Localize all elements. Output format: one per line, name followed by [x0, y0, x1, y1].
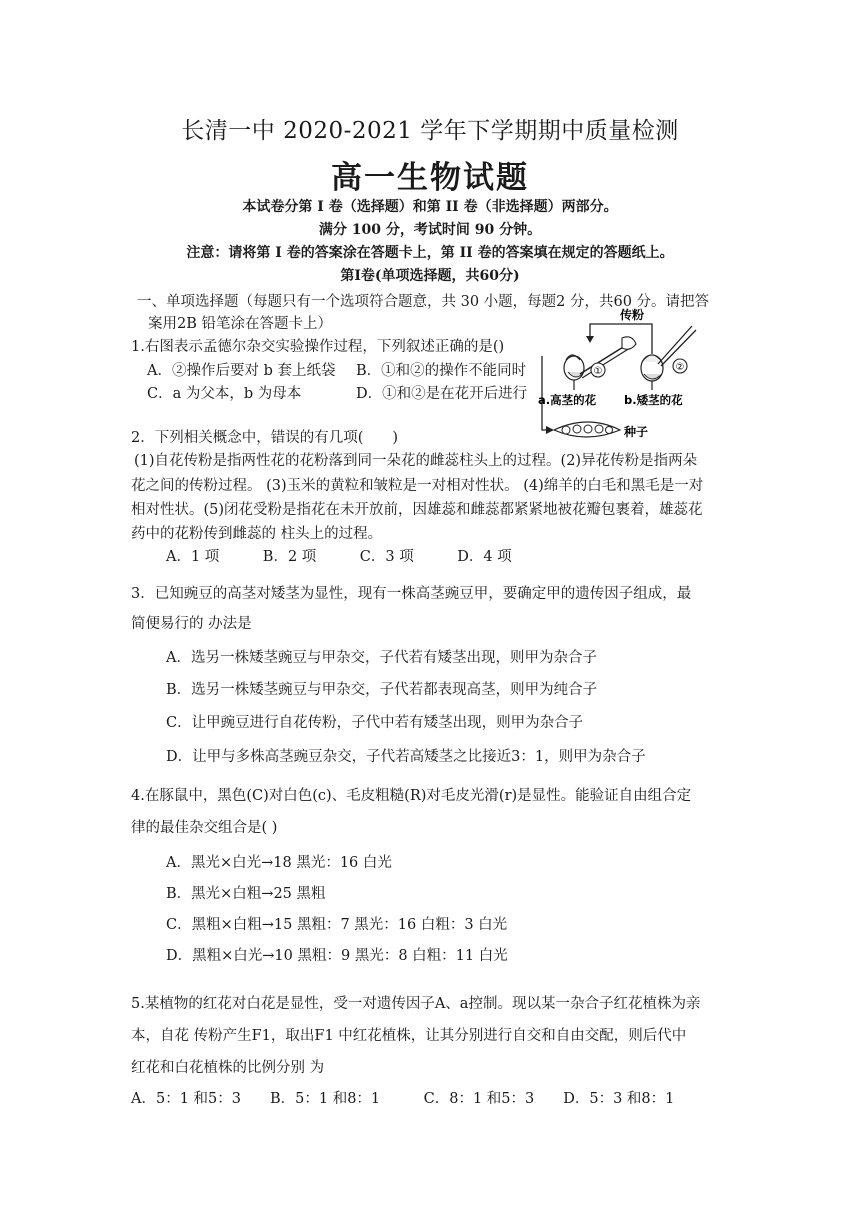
q4-option-b: B．黑光×白粗→25 黑粗 — [166, 886, 326, 902]
q2-options: A．1 项 B．2 项 C．3 项 D．4 项 — [166, 549, 512, 565]
pollination-arrow — [590, 324, 652, 354]
q1-option-c: C．a 为父本，b 为母本 — [147, 386, 302, 402]
marker-2: ② — [675, 362, 685, 373]
q2-body-line2: 花之间的传粉过程。 (3)玉米的黄粒和皱粒是一对相对性状。 (4)绵羊的白毛和黑毛是一对 — [131, 478, 704, 494]
arrow-head — [586, 336, 594, 343]
note-line-2: 满分 100 分，考试时间 90 分钟。 — [318, 222, 542, 238]
q1-stem: 1.右图表示孟德尔杂交实验操作过程，下列叙述正确的是() — [131, 339, 505, 355]
q4-option-c: C．黑粗×白粗→15 黑粗：7 黑光：16 白粗：3 白光 — [166, 917, 508, 933]
label-pollination: 传粉 — [620, 308, 645, 322]
short-flower-b — [641, 326, 696, 390]
q1-option-d: D．①和②是在花开后进行 — [356, 386, 528, 402]
q4-option-d: D．黑粗×白光→10 黑粗：9 黑光：8 白粗：11 白光 — [166, 948, 508, 964]
q3-option-b: B．选另一株矮茎豌豆与甲杂交，子代若都表现高茎，则甲为纯合子 — [166, 682, 598, 698]
q5-stem-line3: 红花和白花植株的比例分别 为 — [131, 1060, 325, 1076]
pollination-figure — [532, 308, 738, 448]
q2-body-line3: 相对性状。(5)闭花受粉是指花在未开放前，因雄蕊和雌蕊都紧紧地被花瓣包裹着，雄蕊花 — [131, 502, 703, 518]
exam-title: 长清一中 2020-2021 学年下学期期中质量检测 — [181, 118, 679, 144]
q5-stem-line2: 本，自花 传粉产生F1，取出F1 中红花植株，让其分别进行自交和自由交配，则后代中 — [131, 1028, 687, 1044]
section-heading: 第Ⅰ卷(单项选择题，共60分) — [340, 268, 520, 284]
q4-option-a: A．黑光×白光→18 黑光：16 白光 — [166, 855, 392, 871]
q4-stem-line1: 4.在豚鼠中，黑色(C)对白色(c)、毛皮粗糙(R)对毛皮光滑(r)是显性。能验证自由组合定 — [131, 788, 692, 804]
q1-option-a: A．②操作后要对 b 套上纸袋 — [147, 363, 336, 379]
q5-options: A．5：1 和5：3 B．5：1 和8：1 C．8：1 和5：3 D．5：3 和8：1 — [131, 1091, 675, 1107]
q4-stem-line2: 律的最佳杂交组合是( ) — [131, 820, 278, 836]
q2-body-line1: (1)自花传粉是指两性花的花粉落到同一朵花的雌蕊柱头上的过程。(2)异花传粉是指两朵 — [134, 453, 698, 469]
q3-stem-line1: 3．已知豌豆的高茎对矮茎为显性，现有一株高茎豌豆甲，要确定甲的遗传因子组成，最 — [131, 586, 692, 602]
label-seed: 种子 — [624, 425, 649, 439]
label-short-flower: b.矮茎的花 — [624, 393, 683, 407]
q2-stem: 2．下列相关概念中，错误的有几项( ) — [131, 430, 399, 446]
q3-option-d: D．让甲与多株高茎豌豆杂交，子代若高矮茎之比接近3：1，则甲为杂合子 — [166, 749, 646, 765]
q3-option-c: C．让甲豌豆进行自花传粉，子代中若有矮茎出现，则甲为杂合子 — [166, 715, 584, 731]
section-instruction-line2: 案用2B 铅笔涂在答题卡上） — [148, 316, 332, 332]
seed-pod — [554, 422, 620, 437]
note-line-3: 注意：请将第 I 卷的答案涂在答题卡上，第 II 卷的答案填在规定的答题纸上。 — [186, 245, 674, 261]
q3-option-a: A．选另一株矮茎豌豆与甲杂交，子代若有矮茎出现，则甲为杂合子 — [166, 650, 597, 666]
note-line-1: 本试卷分第 I 卷（选择题）和第 II 卷（非选择题）两部分。 — [242, 199, 618, 215]
q2-body-line4: 药中的花粉传到雌蕊的 柱头上的过程。 — [131, 526, 383, 542]
q5-stem-line1: 5.某植物的红花对白花是显性，受一对遗传因子A、a控制。现以某一杂合子红花植株为亲 — [131, 996, 701, 1012]
q1-option-b: B．①和②的操作不能同时 — [356, 363, 527, 379]
section-instruction-line1: 一、单项选择题（每题只有一个选项符合题意，共 30 小题，每题2 分，共60 分。请把答 — [137, 294, 710, 310]
label-tall-flower: a.高茎的花 — [538, 393, 597, 407]
pollination-diagram — [532, 308, 738, 448]
marker-1: ① — [593, 366, 603, 377]
q3-stem-line2: 简便易行的 办法是 — [131, 616, 252, 632]
subject-title: 高一生物试题 — [331, 160, 529, 196]
